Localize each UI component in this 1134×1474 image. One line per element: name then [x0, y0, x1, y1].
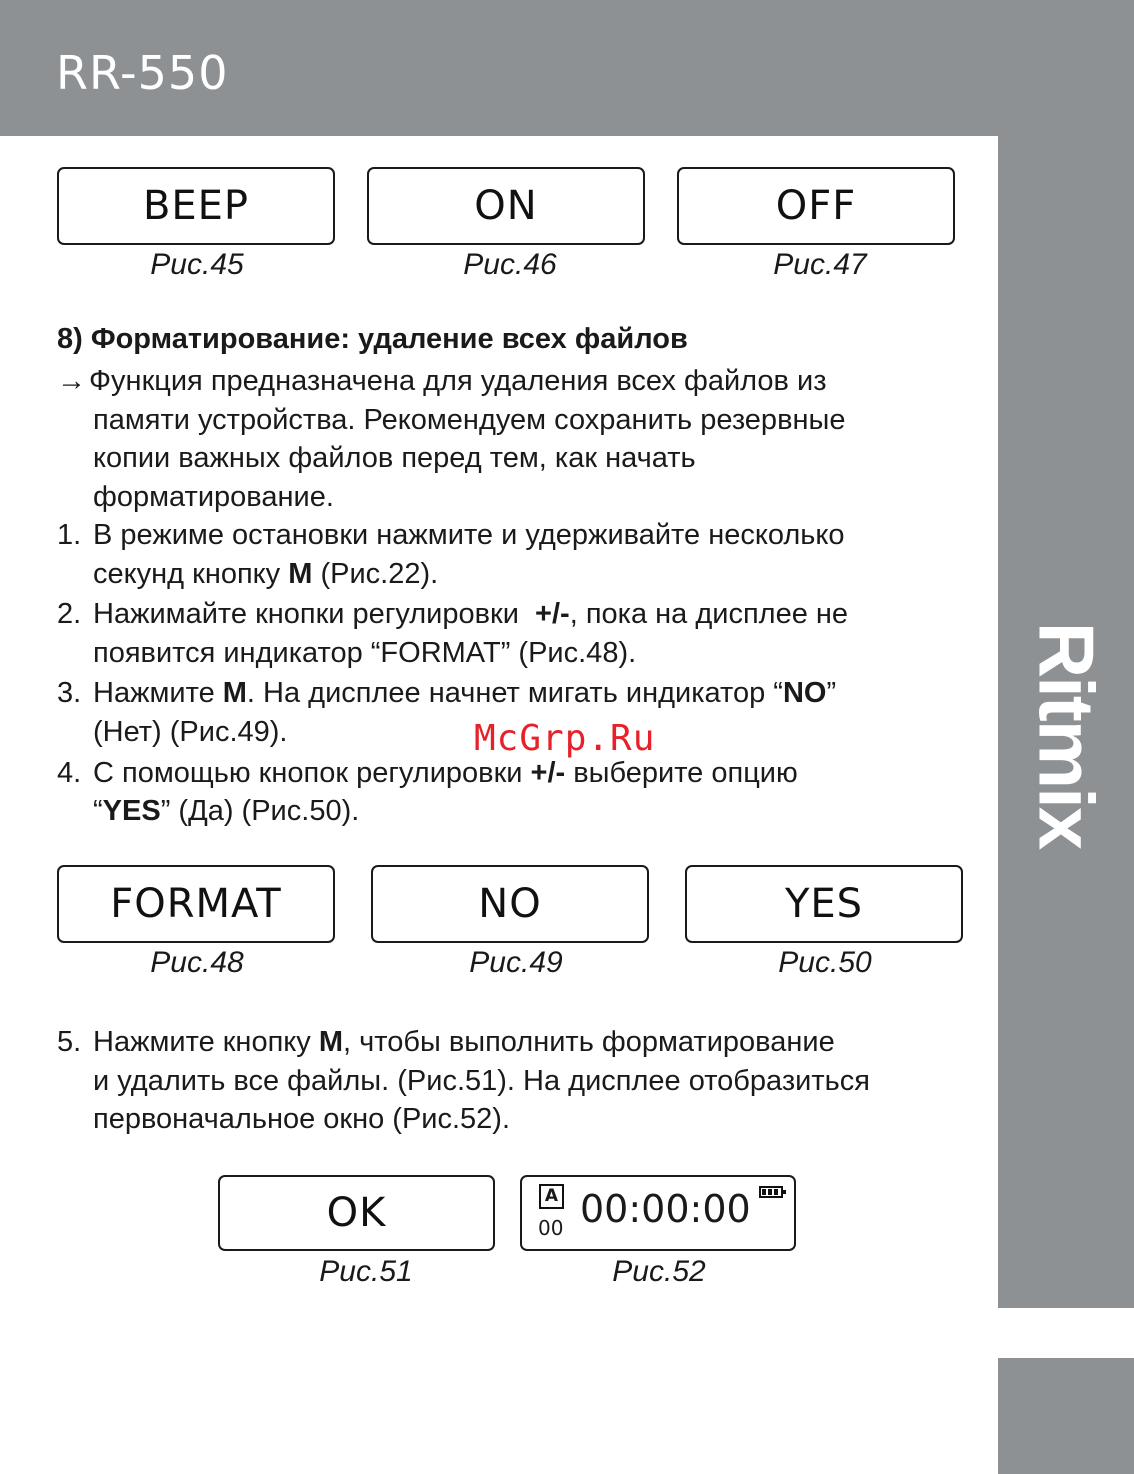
page-corner-tab: [998, 1358, 1134, 1474]
figure-45-caption: Рис.45: [150, 248, 244, 281]
section-heading: 8) Форматирование: удаление всех файлов: [57, 323, 688, 355]
figure-45-display: BEEP: [57, 167, 335, 245]
figure-50-display: YES: [685, 865, 963, 943]
brand-logo: Ritmix: [1022, 621, 1111, 849]
arrow-icon: →: [57, 365, 86, 397]
figure-46-caption: Рис.46: [463, 248, 557, 281]
figure-52-display: [520, 1175, 796, 1251]
figure-47-caption: Рис.47: [773, 248, 867, 281]
figure-47-display: OFF: [677, 167, 955, 245]
figure-49-caption: Рис.49: [469, 946, 563, 979]
watermark: McGrp.Ru: [474, 718, 656, 759]
battery-icon: [759, 1186, 783, 1198]
step-5: 5. Нажмите кнопку M, чтобы выполнить форматирование и удалить все файлы. (Рис.51). На дисплее отобразиться первоначальное окно (Рис.52).: [57, 1026, 870, 1136]
step-2: 2. Нажимайте кнопки регулировки +/-, пока на дисплее не появится индикатор “FORMAT” (Рис.48).: [57, 598, 849, 669]
figure-48-display: FORMAT: [57, 865, 335, 943]
figure-49-display: NO: [371, 865, 649, 943]
model-name: RR-550: [56, 46, 229, 100]
step-4: 4. С помощью кнопок регулировки +/- выберите опцию “YES” (Да) (Рис.50).: [57, 756, 798, 828]
mode-indicator: A: [539, 1184, 564, 1209]
figure-52-caption: Рис.52: [612, 1255, 706, 1288]
time-readout: 00:00:00: [580, 1187, 751, 1231]
figure-46-display: ON: [367, 167, 645, 245]
figure-50-caption: Рис.50: [778, 946, 872, 979]
step-3: 3. Нажмите M. На дисплее начнет мигать индикатор “NO” (Нет) (Рис.49).: [57, 677, 837, 748]
steps-list: [57, 516, 848, 831]
file-index: 00: [538, 1216, 564, 1240]
figure-51-display: OK: [218, 1175, 495, 1251]
figure-48-caption: Рис.48: [150, 946, 244, 979]
step-1: 1. В режиме остановки нажмите и удерживайте несколько секунд кнопку M (Рис.22).: [57, 519, 845, 590]
intro-paragraph: → Функция предназначена для удаления всех файлов из памяти устройства. Рекомендуем сохранить резервные копии важных файлов перед тем, как начать форматирование.: [57, 362, 845, 516]
figure-51-caption: Рис.51: [319, 1255, 413, 1288]
